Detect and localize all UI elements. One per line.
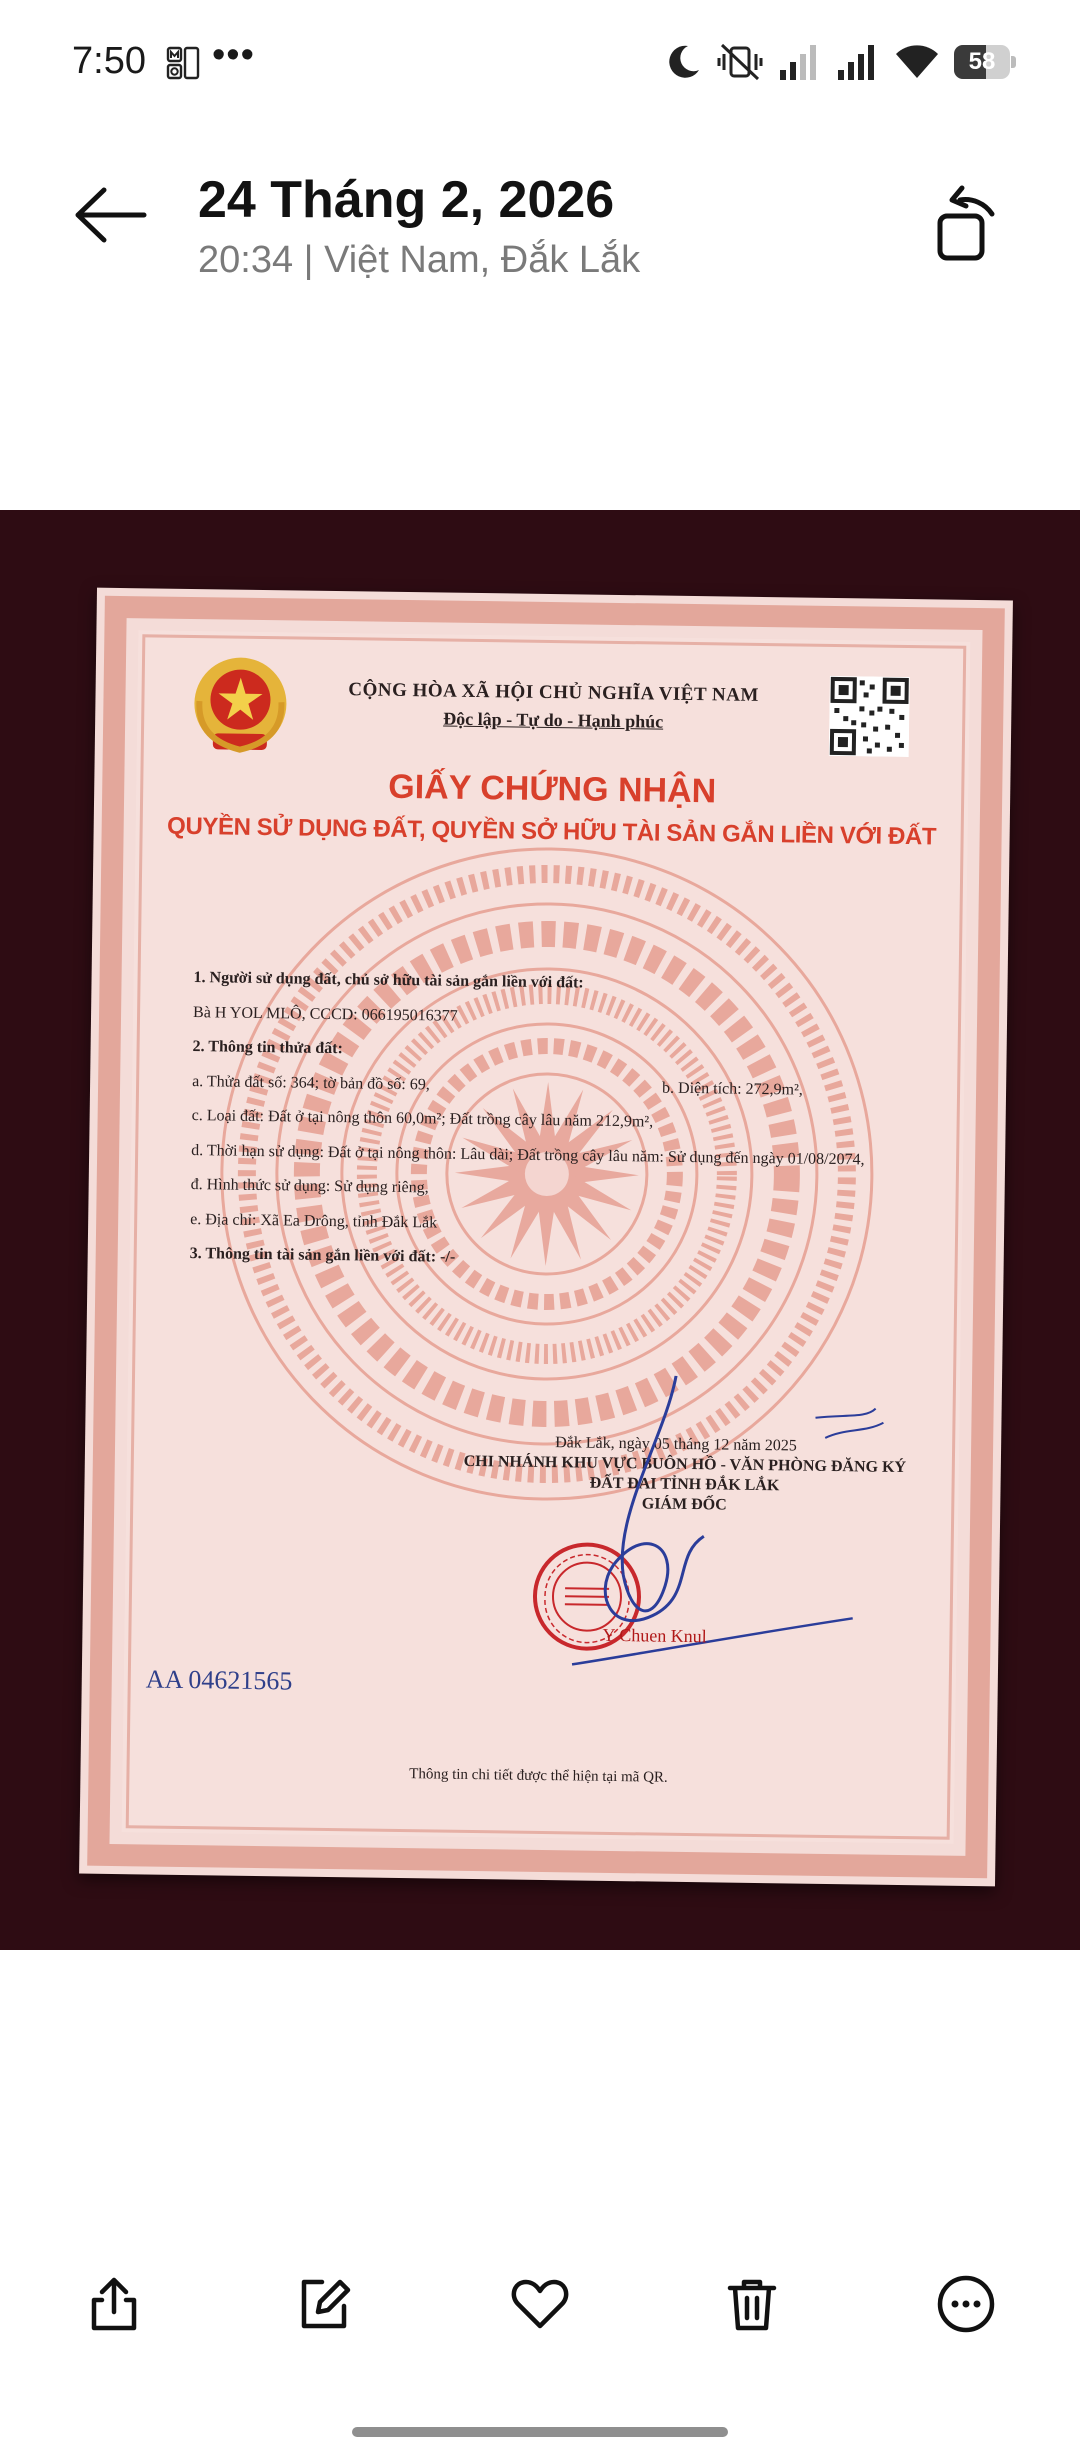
battery-icon — [954, 45, 1016, 79]
photo-time-location: 20:34 | Việt Nam, Đắk Lắk — [198, 239, 641, 281]
arrow-left-icon — [66, 170, 156, 260]
more-icon — [934, 2272, 998, 2336]
address-line: e. Địa chỉ: Xã Ea Drông, tỉnh Đắk Lắk — [190, 1210, 438, 1231]
photo-image[interactable] — [0, 510, 1080, 1950]
mo-icon — [166, 46, 200, 80]
section1-heading: 1. Người sử dụng đất, chủ sở hữu tài sản gắn liền với đất: — [193, 969, 584, 992]
signal-icon — [836, 42, 880, 82]
status-bar — [0, 0, 1080, 130]
sign-org-line1: CHI NHÁNH KHU VỰC BUÔN HỒ - VĂN PHÒNG ĐĂNG KÝ — [463, 1452, 907, 1477]
moon-icon — [666, 42, 702, 82]
viewer-header — [0, 150, 1080, 300]
battery-level: 58 — [968, 48, 996, 75]
title-block — [198, 170, 640, 284]
favorite-button[interactable] — [498, 2262, 582, 2346]
section3-heading: 3. Thông tin tài sản gắn liền với đất: -/- — [189, 1245, 456, 1266]
document-nation: CỘNG HÒA XÃ HỘI CHỦ NGHĨA VIỆT NAM — [348, 679, 760, 706]
handwritten-signature — [552, 1374, 886, 1699]
home-indicator[interactable] — [352, 2427, 728, 2437]
signal-icon — [778, 42, 822, 82]
bottom-toolbar — [0, 2250, 1080, 2360]
sign-role: GIÁM ĐỐC — [641, 1495, 727, 1514]
vibrate-off-icon — [716, 42, 764, 82]
more-button[interactable] — [924, 2262, 1008, 2346]
sign-org-line2: ĐẤT ĐAI TỈNH ĐẮK LẮK — [589, 1474, 780, 1495]
owner-line: Bà H YOL MLÔ, CCCD: 066195016377 — [192, 1003, 458, 1025]
status-time: 7:50 — [72, 40, 146, 82]
photo-date-title: 24 Tháng 2, 2026 — [198, 171, 615, 229]
document-motto: Độc lập - Tự do - Hạnh phúc — [443, 708, 664, 732]
status-icons — [666, 40, 1016, 84]
wifi-icon — [894, 42, 940, 82]
heart-icon — [508, 2272, 572, 2336]
back-button[interactable] — [66, 170, 156, 260]
sign-place-date: Đắk Lắk, ngày 05 tháng 12 năm 2025 — [555, 1434, 797, 1455]
edit-button[interactable] — [282, 2262, 366, 2346]
share-icon — [82, 2272, 146, 2336]
document-title: GIẤY CHỨNG NHẬN — [388, 767, 717, 811]
trash-icon — [720, 2272, 784, 2336]
land-type-line: c. Loại đất: Đất ở tại nông thôn 60,0m²; Đất trồng cây lâu năm 212,9m², — [191, 1107, 654, 1131]
parcel-line: a. Thửa đất số: 364; tờ bản đồ số: 69, — [192, 1072, 430, 1093]
rotate-button[interactable] — [922, 178, 1010, 266]
duration-line: d. Thời hạn sử dụng: Đất ở tại nông thôn: Lâu dài; Đất trồng cây lâu năm: Sử dụng đến ngày 01/08/2074, — [191, 1141, 865, 1168]
document-info — [189, 961, 953, 1282]
document-subtitle: QUYỀN SỬ DỤNG ĐẤT, QUYỀN SỞ HỮU TÀI SẢN GẮN LIỀN VỚI ĐẤT — [166, 812, 937, 851]
more-notifications-indicator: ••• — [212, 34, 255, 76]
certificate-serial: AA 04621565 — [145, 1664, 293, 1696]
section2-heading: 2. Thông tin thửa đất: — [192, 1038, 343, 1058]
delete-button[interactable] — [710, 2262, 794, 2346]
share-button[interactable] — [72, 2262, 156, 2346]
edit-icon — [292, 2272, 356, 2336]
usage-form-line: đ. Hình thức sử dụng: Sử dụng riêng, — [190, 1176, 429, 1197]
signer-name: Y Chuen Knul — [602, 1624, 707, 1647]
land-certificate-document — [79, 588, 1013, 1887]
rotate-icon — [922, 178, 1010, 266]
qr-note: Thông tin chi tiết được thể hiện tại mã QR. — [409, 1766, 668, 1786]
area-line: b. Diện tích: 272,9m², — [661, 1079, 803, 1099]
